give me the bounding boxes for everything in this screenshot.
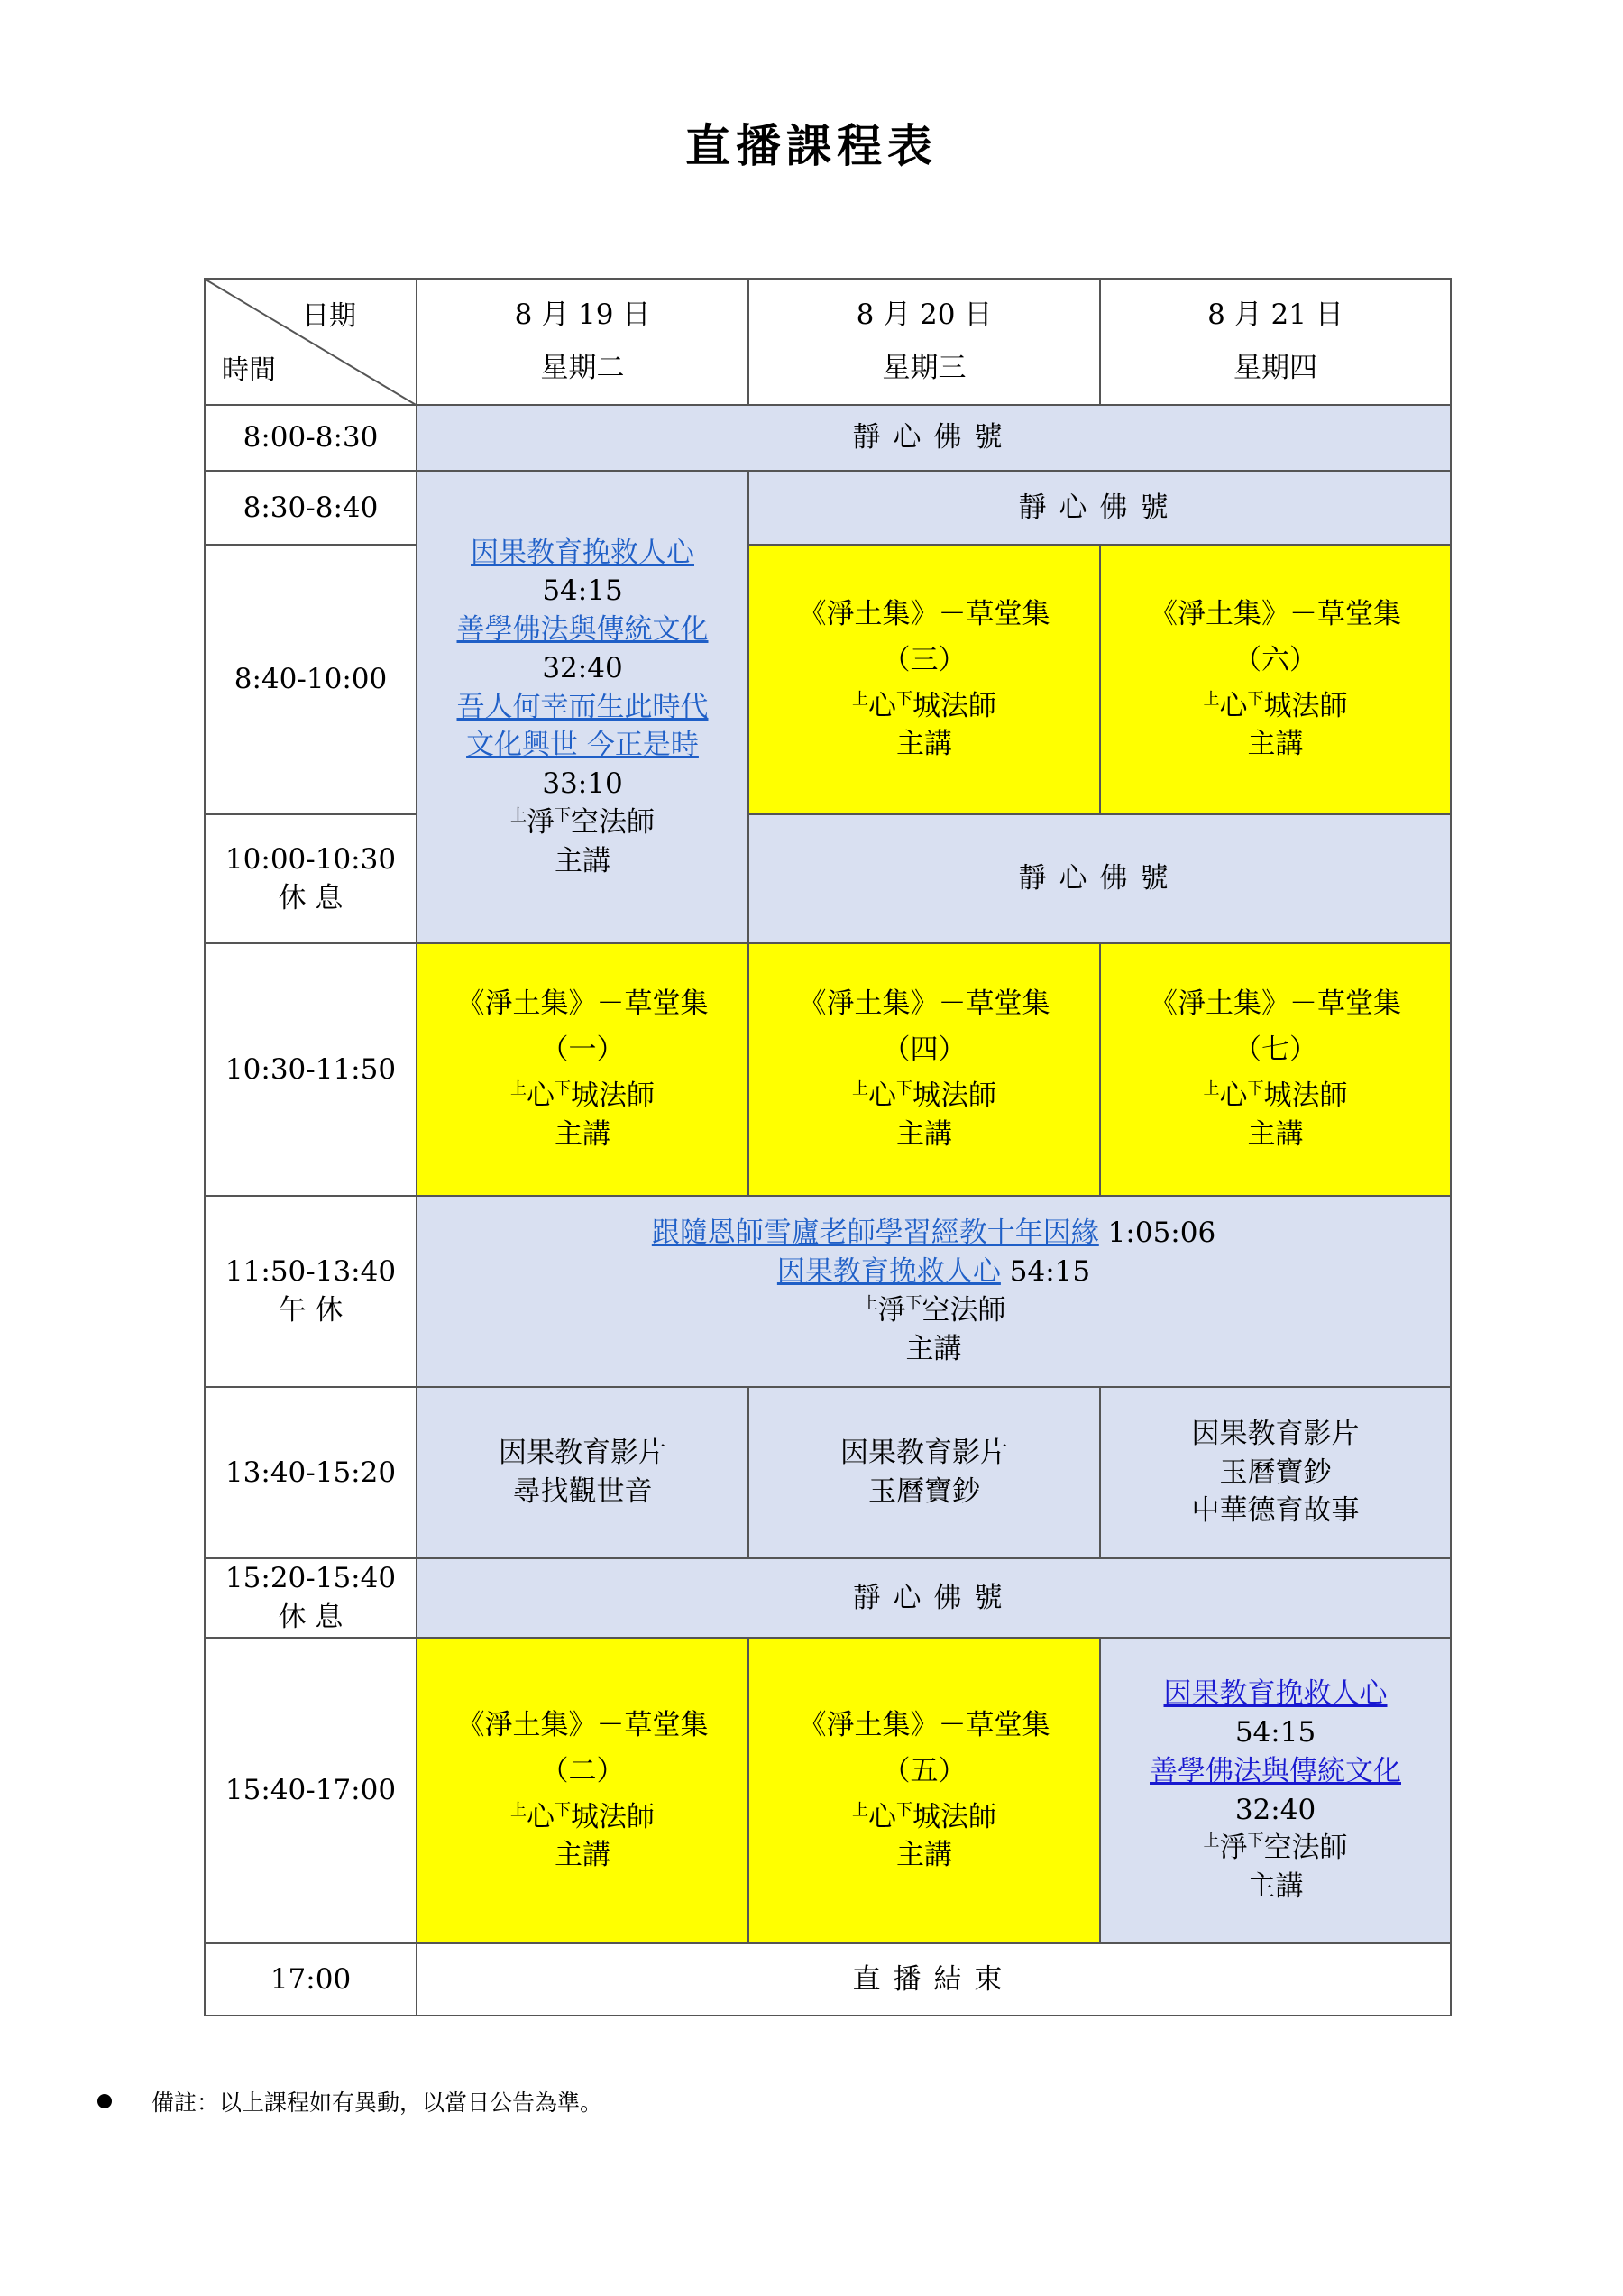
video-link[interactable]: 善學佛法與傳統文化	[456, 613, 709, 647]
video-link[interactable]: 文化興世 今正是時	[466, 729, 699, 762]
day-header-aug20	[748, 279, 1100, 405]
day-weekday: 星期二	[540, 352, 625, 384]
teacher-name: $^上$心$^下$城法師	[1203, 1079, 1348, 1112]
teacher-name: $^上$心$^下$城法師	[510, 1800, 655, 1833]
video-duration: 32:40	[1234, 1793, 1316, 1826]
page-title: 直播課程表	[685, 119, 938, 172]
video-link[interactable]: 跟隨恩師雪廬老師學習經教十年因緣	[651, 1217, 1099, 1250]
bullet-icon	[97, 2094, 112, 2108]
film-cell	[1100, 1387, 1451, 1558]
teacher-name: $^上$心$^下$城法師	[852, 689, 996, 722]
host-label: 主講	[555, 1117, 610, 1151]
time-row	[205, 405, 1451, 471]
time-row	[205, 1196, 1451, 1387]
aug19-morning-lectures	[417, 471, 748, 943]
footnote-text: 備註：以上課程如有異動，以當日公告為準。	[151, 2089, 603, 2116]
host-label: 主講	[555, 844, 610, 877]
teacher-name: $^上$心$^下$城法師	[852, 1079, 996, 1112]
teacher-name: $^上$淨$^下$空法師	[1203, 1832, 1348, 1865]
video-link[interactable]: 因果教育挽救人心	[471, 536, 694, 569]
day-weekday: 星期三	[882, 352, 967, 384]
host-label: 主講	[905, 1332, 962, 1365]
lecture-cell	[1100, 545, 1451, 814]
lecture-cell	[748, 545, 1100, 814]
video-duration: 1:05:06	[1107, 1217, 1216, 1250]
lecture-part: （七）	[1233, 1033, 1317, 1067]
lecture-title: 《淨土集》－草堂集	[798, 1708, 1050, 1741]
corner-cell	[205, 279, 417, 405]
day-date: 8 月 19 日	[514, 298, 651, 332]
chanting-cell: 靜心佛號	[748, 814, 1451, 943]
teacher-name: $^上$淨$^下$空法師	[510, 805, 655, 839]
teacher-name: $^上$心$^下$城法師	[852, 1800, 996, 1833]
lecture-title: 《淨土集》－草堂集	[798, 597, 1050, 630]
video-duration: 33:10	[542, 767, 623, 801]
lecture-title: 《淨土集》－草堂集	[1150, 597, 1401, 630]
schedule-table	[204, 278, 1452, 2016]
noon-lectures	[417, 1196, 1451, 1387]
time-row	[205, 545, 1451, 814]
video-duration: 32:40	[542, 651, 623, 684]
header-row	[205, 279, 1451, 405]
day-date: 8 月 21 日	[1207, 298, 1343, 332]
teacher-name: $^上$心$^下$城法師	[510, 1079, 655, 1112]
lecture-part: （二）	[540, 1754, 625, 1787]
film-cell	[748, 1387, 1100, 1558]
time-row	[205, 943, 1451, 1196]
host-label: 主講	[1247, 1870, 1304, 1904]
lecture-title: 《淨土集》－草堂集	[798, 987, 1050, 1021]
film-heading: 因果教育影片	[499, 1437, 666, 1470]
aug21-afternoon-lectures	[1100, 1638, 1451, 1943]
time-cell: 10:30-11:50	[205, 943, 417, 1196]
time-row	[205, 1943, 1451, 2016]
time-cell: 8:00-8:30	[205, 405, 417, 471]
chanting-cell: 靜心佛號	[417, 405, 1451, 471]
time-row	[205, 1558, 1451, 1638]
corner-time-label: 時間	[222, 354, 276, 386]
time-row	[205, 471, 1451, 545]
film-title: 尋找觀世音	[512, 1475, 653, 1508]
host-label: 主講	[1247, 728, 1304, 761]
film-cell	[417, 1387, 748, 1558]
lecture-cell	[1100, 943, 1451, 1196]
time-cell: 8:30-8:40	[205, 471, 417, 545]
time-cell: 15:20-15:40 休 息	[205, 1558, 417, 1638]
time-cell: 15:40-17:00	[205, 1638, 417, 1943]
time-cell: 17:00	[205, 1943, 417, 2016]
lecture-title: 《淨土集》－草堂集	[456, 1708, 709, 1741]
chanting-cell: 靜心佛號	[748, 471, 1451, 545]
video-link[interactable]: 善學佛法與傳統文化	[1150, 1754, 1401, 1787]
day-date: 8 月 20 日	[856, 298, 993, 332]
film-heading: 因果教育影片	[1191, 1417, 1360, 1450]
host-label: 主講	[896, 1117, 952, 1151]
lecture-part: （六）	[1233, 643, 1317, 676]
footnote	[97, 2085, 602, 2117]
broadcast-end-cell: 直播結束	[417, 1943, 1451, 2016]
time-cell: 8:40-10:00	[205, 545, 417, 814]
time-cell: 11:50-13:40 午 休	[205, 1196, 417, 1387]
lecture-cell	[417, 943, 748, 1196]
host-label: 主講	[896, 728, 952, 761]
day-header-aug21	[1100, 279, 1451, 405]
time-row	[205, 1638, 1451, 1943]
film-heading: 因果教育影片	[840, 1437, 1008, 1470]
host-label: 主講	[555, 1839, 610, 1872]
lecture-part: （三）	[882, 643, 967, 676]
lecture-part: （四）	[882, 1033, 967, 1067]
lecture-title: 《淨土集》－草堂集	[456, 987, 709, 1021]
video-duration: 54:15	[1009, 1255, 1091, 1289]
video-link[interactable]: 因果教育挽救人心	[776, 1255, 1001, 1289]
lecture-cell	[748, 1638, 1100, 1943]
lecture-title: 《淨土集》－草堂集	[1150, 987, 1401, 1021]
lecture-part: （五）	[882, 1754, 967, 1787]
video-duration: 54:15	[1234, 1715, 1316, 1749]
time-cell: 13:40-15:20	[205, 1387, 417, 1558]
film-title: 玉曆寶鈔	[868, 1475, 980, 1508]
teacher-name: $^上$心$^下$城法師	[1203, 689, 1348, 722]
video-duration: 54:15	[542, 574, 623, 608]
time-row	[205, 1387, 1451, 1558]
day-header-aug19	[417, 279, 748, 405]
lecture-part: （一）	[540, 1033, 625, 1067]
film-title: 玉曆寶鈔	[1219, 1456, 1332, 1489]
lecture-cell	[748, 943, 1100, 1196]
day-weekday: 星期四	[1233, 352, 1317, 384]
chanting-cell: 靜心佛號	[417, 1558, 1451, 1638]
corner-date-label: 日期	[302, 300, 356, 332]
film-title: 中華德育故事	[1191, 1494, 1360, 1528]
lecture-cell	[417, 1638, 748, 1943]
video-link[interactable]: 吾人何幸而生此時代	[456, 690, 709, 723]
time-row	[205, 814, 1451, 943]
teacher-name: $^上$淨$^下$空法師	[861, 1294, 1006, 1327]
host-label: 主講	[1247, 1117, 1304, 1151]
video-link[interactable]: 因果教育挽救人心	[1163, 1677, 1388, 1711]
time-cell: 10:00-10:30 休 息	[205, 814, 417, 943]
host-label: 主講	[896, 1839, 952, 1872]
